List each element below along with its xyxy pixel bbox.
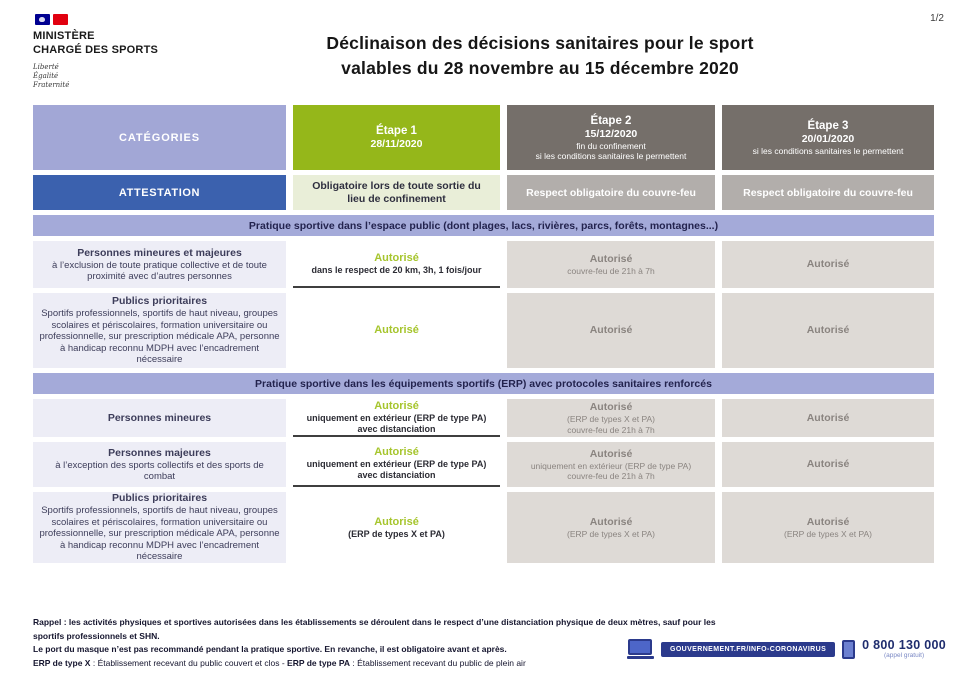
attestation-etape3-cell: Respect obligatoire du couvre-feu bbox=[722, 175, 934, 210]
attestation-label: ATTESTATION bbox=[33, 175, 286, 210]
category-cell bbox=[33, 492, 286, 563]
phone-icon bbox=[842, 640, 855, 659]
status-text: Autorisé bbox=[589, 324, 633, 336]
motto-egalite: Égalité bbox=[33, 72, 59, 80]
etape2-date: 15/12/2020 bbox=[584, 127, 638, 140]
gouvernement-site-badge: GOUVERNEMENT.FR/INFO-CORONAVIRUS bbox=[661, 642, 835, 657]
etape3-cell bbox=[722, 241, 934, 288]
page-title bbox=[250, 31, 830, 81]
etape1-cell bbox=[293, 399, 500, 437]
ministry-logo bbox=[33, 14, 158, 90]
etape3-note: si les conditions sanitaires le permettent bbox=[752, 145, 904, 156]
status-text: Autorisé bbox=[806, 458, 850, 470]
etape1-cell bbox=[293, 492, 500, 563]
etape3-title: Étape 3 bbox=[807, 119, 849, 132]
erp-pa-label: ERP de type PA bbox=[287, 657, 351, 668]
flag-red-stripe bbox=[53, 14, 68, 25]
etape2-cell bbox=[507, 399, 715, 437]
etape2-note2: si les conditions sanitaires le permettent bbox=[535, 151, 687, 161]
section-band-espace-public: Pratique sportive dans l’espace public (dont plages, lacs, rivières, parcs, forêts, montagnes...) bbox=[33, 215, 934, 236]
status-detail: dans le respect de 20 km, 3h, 1 fois/jour bbox=[311, 264, 482, 275]
category-title: Publics prioritaires bbox=[111, 492, 208, 505]
footer-note-rappel: Rappel : les activités physiques et sportives autorisées dans les établissements se déroulent dans le respect d’une distanciation physique de deux mètres, sauf pour les sportifs professionnels et SHN. bbox=[33, 617, 716, 641]
page-title-line2: valables du 28 novembre au 15 décembre 2020 bbox=[341, 58, 739, 78]
status-detail: (ERP de types X et PA) bbox=[348, 528, 445, 539]
ministry-name bbox=[33, 30, 158, 57]
category-cell bbox=[33, 442, 286, 487]
status-text: Autorisé bbox=[374, 515, 419, 528]
category-cell bbox=[33, 241, 286, 288]
status-text: Autorisé bbox=[806, 411, 850, 424]
column-header-etape2 bbox=[507, 105, 715, 170]
etape1-cell bbox=[293, 442, 500, 487]
status-detail: uniquement en extérieur (ERP de type PA) bbox=[530, 460, 692, 471]
ministry-name-line2: CHARGÉ DES SPORTS bbox=[33, 43, 159, 56]
status-text: Autorisé bbox=[806, 258, 850, 270]
status-text: Autorisé bbox=[806, 515, 850, 528]
flag-blue-stripe bbox=[35, 14, 50, 25]
etape3-cell bbox=[722, 442, 934, 487]
phone-number: 0 800 130 000 bbox=[862, 638, 946, 652]
etape2-cell bbox=[507, 442, 715, 487]
etape2-title: Étape 2 bbox=[590, 114, 632, 127]
status-text: Autorisé bbox=[589, 515, 633, 528]
category-subtext: à l’exception des sports collectifs et des sports de combat bbox=[55, 459, 264, 482]
page-number: 1/2 bbox=[930, 13, 944, 24]
attestation-etape2-cell: Respect obligatoire du couvre-feu bbox=[507, 175, 715, 210]
laptop-icon bbox=[627, 639, 654, 659]
category-title: Publics prioritaires bbox=[111, 295, 208, 308]
ministry-name-line1: MINISTÈRE bbox=[33, 30, 95, 42]
government-contact-bar bbox=[627, 639, 946, 659]
category-title: Personnes mineures bbox=[107, 411, 212, 424]
etape1-date: 28/11/2020 bbox=[370, 138, 423, 150]
status-detail: (ERP de types X et PA) bbox=[566, 528, 656, 539]
column-header-etape1 bbox=[293, 105, 500, 170]
status-detail: avec distanciation bbox=[357, 470, 436, 480]
etape3-date: 20/01/2020 bbox=[801, 132, 855, 145]
etape3-cell bbox=[722, 492, 934, 563]
status-text: Autorisé bbox=[589, 447, 633, 460]
status-detail: uniquement en extérieur (ERP de type PA) bbox=[306, 412, 487, 423]
etape2-cell bbox=[507, 241, 715, 288]
erp-x-desc: : Établissement recevant du public couvert et clos - bbox=[90, 657, 288, 668]
etape1-cell bbox=[293, 293, 500, 368]
status-text: Autorisé bbox=[374, 251, 419, 264]
status-text: Autorisé bbox=[589, 252, 633, 265]
column-header-categories: CATÉGORIES bbox=[33, 105, 286, 170]
etape2-cell bbox=[507, 492, 715, 563]
etape1-cell bbox=[293, 241, 500, 288]
etape1-title: Étape 1 bbox=[376, 125, 417, 137]
status-detail: couvre-feu de 21h à 7h bbox=[567, 471, 655, 481]
category-cell bbox=[33, 399, 286, 437]
status-text: Autorisé bbox=[806, 324, 850, 336]
status-text: Autorisé bbox=[374, 399, 419, 412]
etape2-cell bbox=[507, 293, 715, 368]
erp-pa-desc: : Établissement recevant du public de plein air bbox=[350, 657, 526, 668]
erp-x-label: ERP de type X bbox=[33, 657, 91, 668]
etape3-cell bbox=[722, 293, 934, 368]
phone-block bbox=[862, 639, 946, 659]
status-detail: uniquement en extérieur (ERP de type PA) bbox=[306, 459, 487, 469]
decisions-table bbox=[33, 105, 934, 563]
category-cell bbox=[33, 293, 286, 368]
motto-liberte: Liberté bbox=[33, 63, 59, 71]
footer-note-masque: Le port du masque n’est pas recommandé pendant la pratique sportive. En revanche, il est obligatoire avant et après. bbox=[33, 644, 507, 654]
section-band-equipements-sportifs: Pratique sportive dans les équipements sportifs (ERP) avec protocoles sanitaires renforcés bbox=[33, 373, 934, 394]
category-subtext: à l’exclusion de toute pratique collective et de toute proximité avec d’autres personnes bbox=[52, 259, 267, 282]
status-text: Autorisé bbox=[374, 324, 419, 336]
phone-note: (appel gratuit) bbox=[884, 652, 925, 659]
status-detail: couvre-feu de 21h à 7h bbox=[567, 265, 655, 276]
status-detail: couvre-feu de 21h à 7h bbox=[567, 424, 655, 435]
status-detail: (ERP de types X et PA) bbox=[783, 528, 873, 539]
etape3-cell bbox=[722, 399, 934, 437]
status-detail: avec distanciation bbox=[357, 423, 436, 434]
column-header-etape3 bbox=[722, 105, 934, 170]
status-detail: (ERP de types X et PA) bbox=[566, 414, 656, 424]
category-subtext: Sportifs professionnels, sportifs de haut niveau, groupes scolaires et périscolaires, formation universitaire ou professionnelle, sur prescription médicale APA, personne à handicap reconnu MDPH avec l’encadrement nécessaire bbox=[39, 308, 280, 366]
category-title: Personnes majeures bbox=[108, 446, 211, 459]
motto-fraternite: Fraternité bbox=[33, 81, 70, 89]
category-subtext: Sportifs professionnels, sportifs de haut niveau, groupes scolaires et périscolaires, formation universitaire ou professionnelle, sur prescription médicale APA, personne à handicap reconnu MDPH avec l’encadrement nécessaire bbox=[39, 505, 280, 563]
attestation-etape1-cell: Obligatoire lors de toute sortie du lieu de confinement bbox=[293, 175, 500, 210]
status-text: Autorisé bbox=[589, 401, 633, 413]
etape2-note1: fin du confinement bbox=[576, 140, 646, 151]
ministry-motto bbox=[33, 63, 158, 90]
category-title: Personnes mineures et majeures bbox=[77, 246, 242, 259]
page-title-line1: Déclinaison des décisions sanitaires pour le sport bbox=[326, 33, 754, 53]
french-flag-icon bbox=[35, 14, 158, 25]
status-text: Autorisé bbox=[374, 446, 419, 458]
